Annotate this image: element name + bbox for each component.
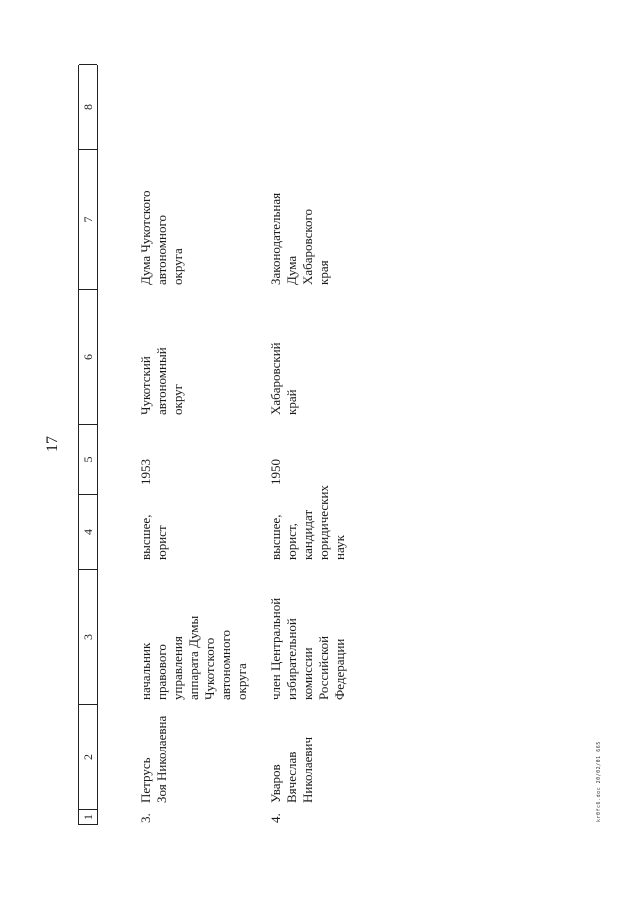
nominating-body: Дума Чукотского автономного округа: [138, 190, 185, 285]
candidate-name: Уваров Вячеслав Николаевич: [268, 737, 315, 803]
row-number: 4.: [268, 813, 283, 823]
birth-year: 1953: [138, 459, 153, 485]
region: Хабаровский край: [268, 342, 299, 415]
candidate-name: Петрусь Зоя Николаевна: [138, 715, 169, 803]
header-col-3: 3: [79, 569, 97, 704]
header-col-5: 5: [79, 424, 97, 494]
candidate-position: член Центральной избирательной комиссии Российской Федерации: [268, 597, 347, 700]
candidate-education: высшее, юрист: [138, 514, 169, 560]
birth-year: 1950: [268, 459, 283, 485]
header-col-2: 2: [79, 704, 97, 809]
header-col-1: 1: [79, 809, 97, 824]
candidate-position: начальник правового управления аппарата Думы Чукотского автономного округа: [138, 615, 249, 700]
header-col-6: 6: [79, 289, 97, 424]
row-number: 3.: [138, 813, 153, 823]
region: Чукотский автономный округ: [138, 347, 185, 415]
header-col-7: 7: [79, 149, 97, 289]
page-number: 17: [44, 436, 61, 452]
nominating-body: Законодательная Дума Хабаровского края: [268, 192, 331, 285]
header-col-8: 8: [79, 64, 97, 149]
candidates-table: [78, 65, 347, 825]
document-code: kr0fc6.doc 20/02/01 665: [596, 741, 602, 822]
candidate-education: высшее, юрист, кандидат юридических наук: [268, 485, 347, 560]
header-col-4: 4: [79, 494, 97, 569]
table-header-row: [78, 65, 98, 825]
